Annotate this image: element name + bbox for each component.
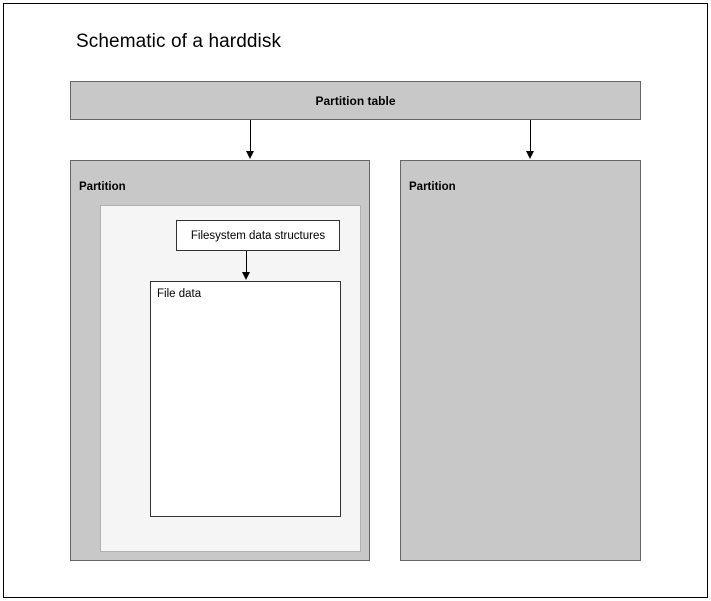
page-title: Schematic of a harddisk <box>76 31 282 52</box>
file-data-label: File data <box>157 288 202 300</box>
partition-table-block <box>70 81 641 120</box>
filesystem-data-structures-label: Filesystem data structures <box>190 229 326 242</box>
filesystem-data-structures-block <box>176 220 340 251</box>
partition-label-2: Partition <box>409 181 456 193</box>
arrow-shaft <box>250 120 251 152</box>
arrow-shaft <box>530 120 531 152</box>
arrow-shaft <box>246 251 247 273</box>
arrow-head-icon <box>526 151 534 159</box>
partition-block-2 <box>400 160 641 561</box>
partition-label-1: Partition <box>79 181 126 193</box>
arrow-head-icon <box>242 272 250 280</box>
arrow-head-icon <box>246 151 254 159</box>
partition-table-label: Partition table <box>315 93 396 108</box>
file-data-block <box>150 281 341 517</box>
